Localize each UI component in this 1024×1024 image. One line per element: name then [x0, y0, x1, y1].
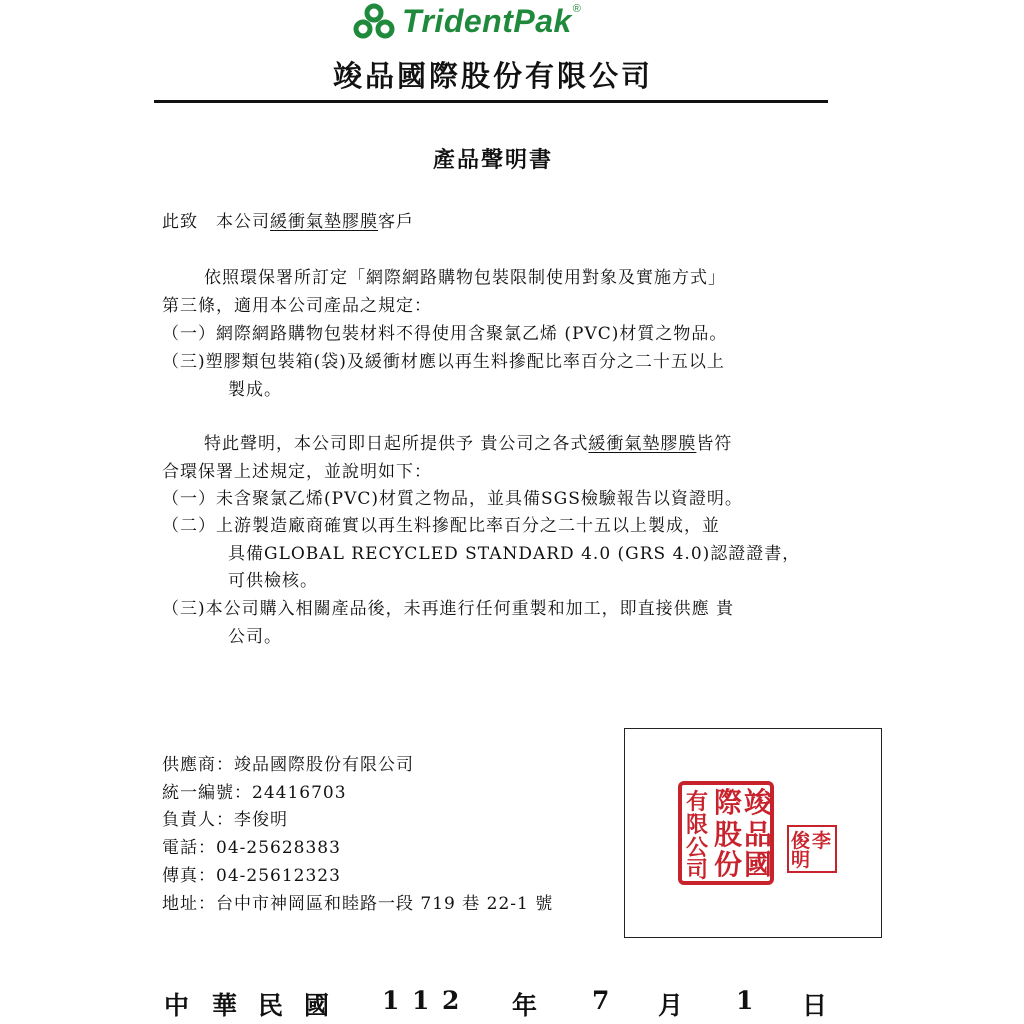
stamp-box — [624, 728, 882, 938]
regulation-line-2: 第三條，適用本公司產品之規定： — [162, 296, 432, 316]
seal-char: 國 — [744, 848, 773, 881]
seal-char: 品 — [744, 818, 773, 851]
declaration-item-2-cont: 具備GLOBAL RECYCLED STANDARD 4.0 (GRS 4.0)認證證書， — [228, 544, 801, 564]
salutation-suffix: 客戶 — [378, 212, 414, 232]
registered-mark: ® — [572, 3, 581, 15]
supplier-address: 地址：台中市神岡區和睦路一段 719 巷 22-1 號 — [162, 894, 554, 914]
supplier-person-in-charge: 負責人：李俊明 — [162, 810, 288, 830]
declaration-item-1: （一）未含聚氯乙烯(PVC)材質之物品，並具備SGS檢驗報告以資證明。 — [162, 489, 743, 509]
seal-char: 俊 — [791, 830, 811, 852]
seal-char: 限 — [686, 812, 709, 838]
seal-char: 李 — [812, 830, 832, 852]
date-era-char: 華 — [212, 991, 238, 1020]
date-month: 7 — [592, 986, 610, 1015]
regulation-item-3: （三)塑膠類包裝箱(袋)及緩衝材應以再生料摻配比率百分之二十五以上 — [162, 352, 725, 372]
declaration-line-2: 合環保署上述規定，並說明如下： — [162, 462, 432, 482]
declaration-line-1 — [204, 429, 732, 454]
salutation-prefix: 此致 本公司 — [162, 212, 270, 232]
seal-char: 份 — [714, 848, 743, 881]
declaration-item-2-cont-2: 可供檢核。 — [228, 571, 318, 591]
seal-char: 際 — [714, 786, 743, 819]
declaration-line-1-prefix: 特此聲明，本公司即日起所提供予 貴公司之各式 — [204, 434, 589, 454]
date-era-char: 國 — [304, 991, 330, 1020]
seal-char: 明 — [791, 849, 811, 871]
date-day: 1 — [736, 986, 754, 1015]
salutation — [162, 207, 414, 232]
regulation-item-3-cont: 製成。 — [228, 380, 282, 400]
date-year-digit: 1 — [382, 986, 400, 1015]
date-era-char: 民 — [258, 991, 284, 1020]
supplier-tax-id: 統一編號：24416703 — [162, 783, 347, 803]
declaration-line-1-suffix: 皆符 — [696, 434, 733, 454]
seal-char: 有 — [686, 789, 709, 815]
declaration-item-3-cont: 公司。 — [228, 627, 282, 647]
document-title: 產品聲明書 — [432, 147, 553, 173]
date-year-label: 年 — [512, 991, 538, 1020]
supplier-fax: 傳真：04-25612323 — [162, 866, 341, 886]
regulation-line-1: 依照環保署所訂定「網際網路購物包裝限制使用對象及實施方式」 — [204, 268, 726, 288]
declaration-item-2: （二）上游製造廠商確實以再生料摻配比率百分之二十五以上製成，並 — [162, 516, 720, 536]
date-year-digit: 2 — [442, 986, 460, 1015]
date-era-char: 中 — [164, 991, 190, 1020]
trident-pak-logo — [352, 2, 581, 40]
seal-char: 司 — [686, 857, 709, 883]
header-divider — [154, 100, 828, 103]
personal-seal — [787, 825, 837, 873]
salutation-product: 緩衝氣墊膠膜 — [270, 212, 378, 232]
logo-text: TridentPak — [402, 2, 572, 39]
trefoil-logo-icon — [352, 3, 396, 39]
regulation-item-1: （一）網際網路購物包裝材料不得使用含聚氯乙烯 (PVC)材質之物品。 — [162, 324, 728, 344]
seal-char: 股 — [714, 818, 743, 851]
company-name-header: 竣品國際股份有限公司 — [332, 59, 653, 93]
declaration-item-3: （三)本公司購入相關產品後，未再進行任何重製和加工，即直接供應 貴 — [162, 599, 735, 619]
date-year-digit: 1 — [412, 986, 430, 1015]
seal-char: 竣 — [744, 786, 773, 819]
supplier-phone: 電話：04-25628383 — [162, 838, 341, 858]
supplier-name: 供應商：竣品國際股份有限公司 — [162, 755, 414, 775]
date-day-label: 日 — [802, 991, 828, 1020]
declaration-product: 緩衝氣墊膠膜 — [588, 434, 697, 454]
seal-char: 公 — [686, 835, 709, 861]
date-month-label: 月 — [658, 991, 684, 1020]
company-seal — [678, 781, 774, 885]
